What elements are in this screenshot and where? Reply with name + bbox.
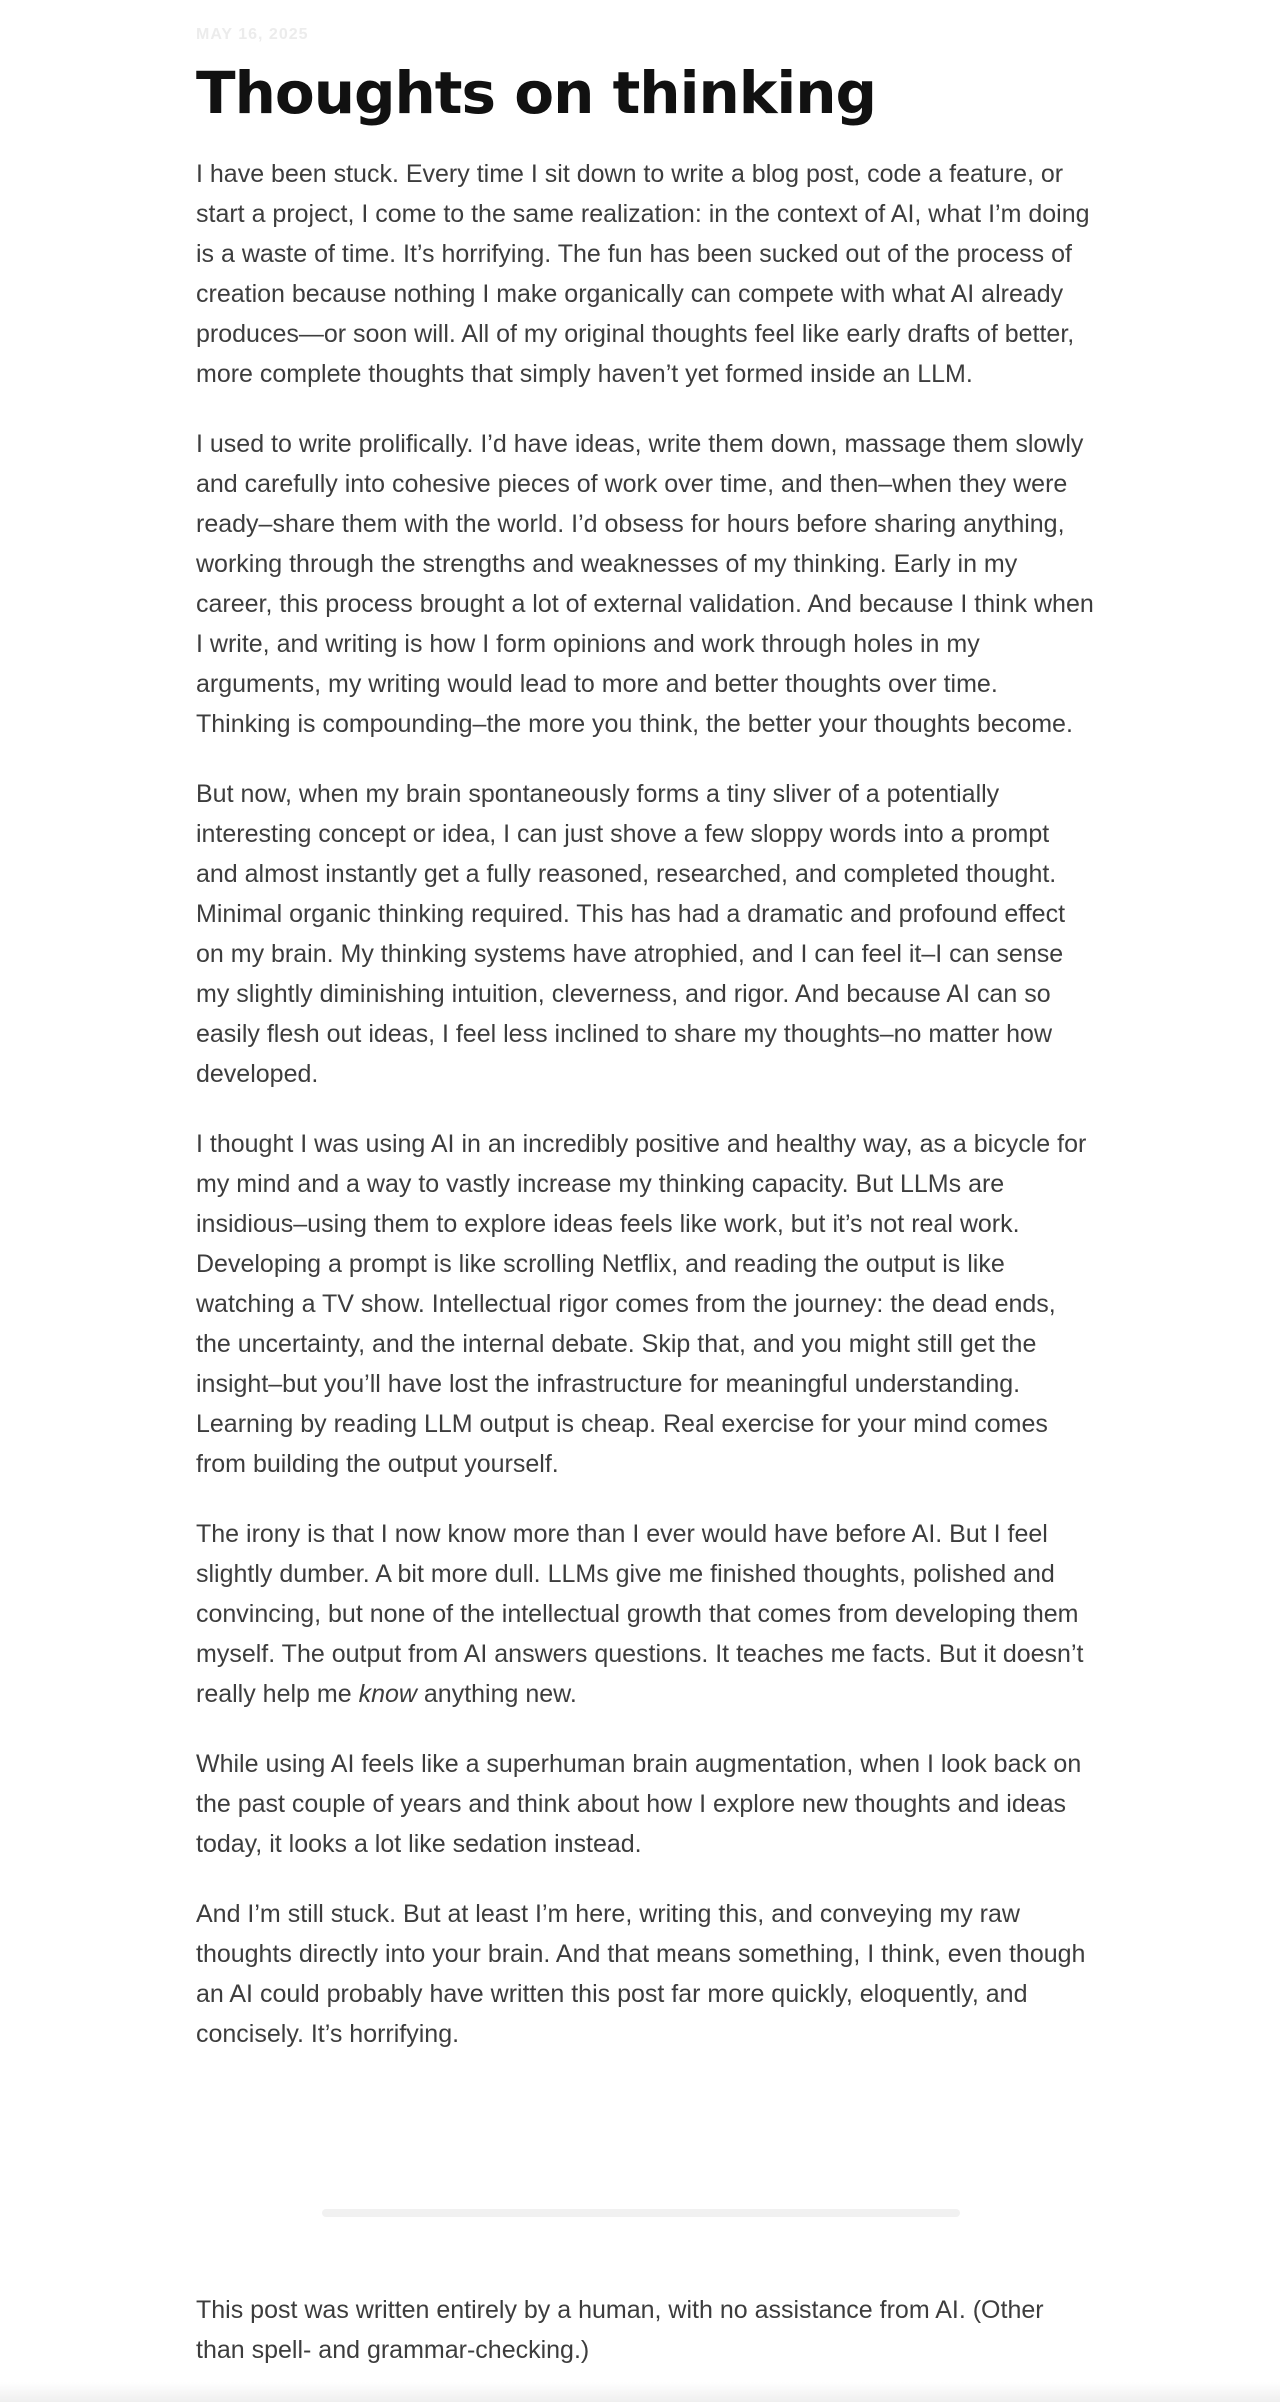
post-title: Thoughts on thinking: [196, 59, 877, 127]
emphasis-know: know: [358, 1680, 417, 1708]
paragraph-4: I thought I was using AI in an incredibly positive and healthy way, as a bicycle for my mind and a way to vastly increase my thinking capacity. But LLMs are insidious–using them to explore ideas feels like work, but it’s not real work. Developing a prompt is like scrolling Netflix, and reading the output is like watching a TV show. Intellectual rigor comes from the journey: the dead ends, the uncertainty, and the internal debate. Skip that, and you might still get the insight–but you’ll have lost the infrastructure for meaningful understanding. Learning by reading LLM output is cheap. Real exercise for your mind comes from building the output yourself.: [196, 1130, 1087, 1478]
paragraph-5-text-after: anything new.: [416, 1680, 577, 1708]
blog-post: [196, 0, 1096, 2084]
post-body: [196, 154, 1096, 2054]
paragraph-1: I have been stuck. Every time I sit down to write a blog post, code a feature, or start a project, I come to the same realization: in the context of AI, what I’m doing is a waste of time. It’s horrifying. The fun has been sucked out of the process of creation because nothing I make organically can compete with what AI already produces—or soon will. All of my original thoughts feel like early drafts of better, more complete thoughts that simply haven’t yet formed inside an LLM.: [196, 160, 1090, 388]
post-footnote: This post was written entirely by a human, with no assistance from AI. (Other than spell- and grammar-checking.): [196, 2296, 1044, 2364]
paragraph-2: I used to write prolifically. I’d have ideas, write them down, massage them slowly and carefully into cohesive pieces of work over time, and then–when they were ready–share them with the world. I’d obsess for hours before sharing anything, working through the strengths and weaknesses of my thinking. Early in my career, this process brought a lot of external validation. And because I think when I write, and writing is how I form opinions and work through holes in my arguments, my writing would lead to more and better thoughts over time. Thinking is compounding–the more you think, the better your thoughts become.: [196, 430, 1094, 738]
post-date: MAY 16, 2025: [196, 26, 309, 43]
paragraph-5-text-before: The irony is that I now know more than I ever would have before AI. But I feel slightly dumber. A bit more dull. LLMs give me finished thoughts, polished and convincing, but none of the intellectual growth that comes from developing them myself. The output from AI answers questions. It teaches me facts. But it doesn’t really help me: [196, 1520, 1084, 1708]
bottom-fade: [0, 2382, 1280, 2402]
section-divider: [322, 2209, 960, 2217]
paragraph-3: But now, when my brain spontaneously forms a tiny sliver of a potentially interesting concept or idea, I can just shove a few sloppy words into a prompt and almost instantly get a fully reasoned, researched, and completed thought. Minimal organic thinking required. This has had a dramatic and profound effect on my brain. My thinking systems have atrophied, and I can feel it–I can sense my slightly diminishing intuition, cleverness, and rigor. And because AI can so easily flesh out ideas, I feel less inclined to share my thoughts–no matter how developed.: [196, 780, 1066, 1088]
paragraph-6: While using AI feels like a superhuman brain augmentation, when I look back on the past couple of years and think about how I explore new thoughts and ideas today, it looks a lot like sedation instead.: [196, 1750, 1082, 1858]
paragraph-7: And I’m still stuck. But at least I’m here, writing this, and conveying my raw thoughts directly into your brain. And that means something, I think, even though an AI could probably have written this post far more quickly, eloquently, and concisely. It’s horrifying.: [196, 1900, 1086, 2048]
paragraph-5: [196, 1514, 1096, 1714]
